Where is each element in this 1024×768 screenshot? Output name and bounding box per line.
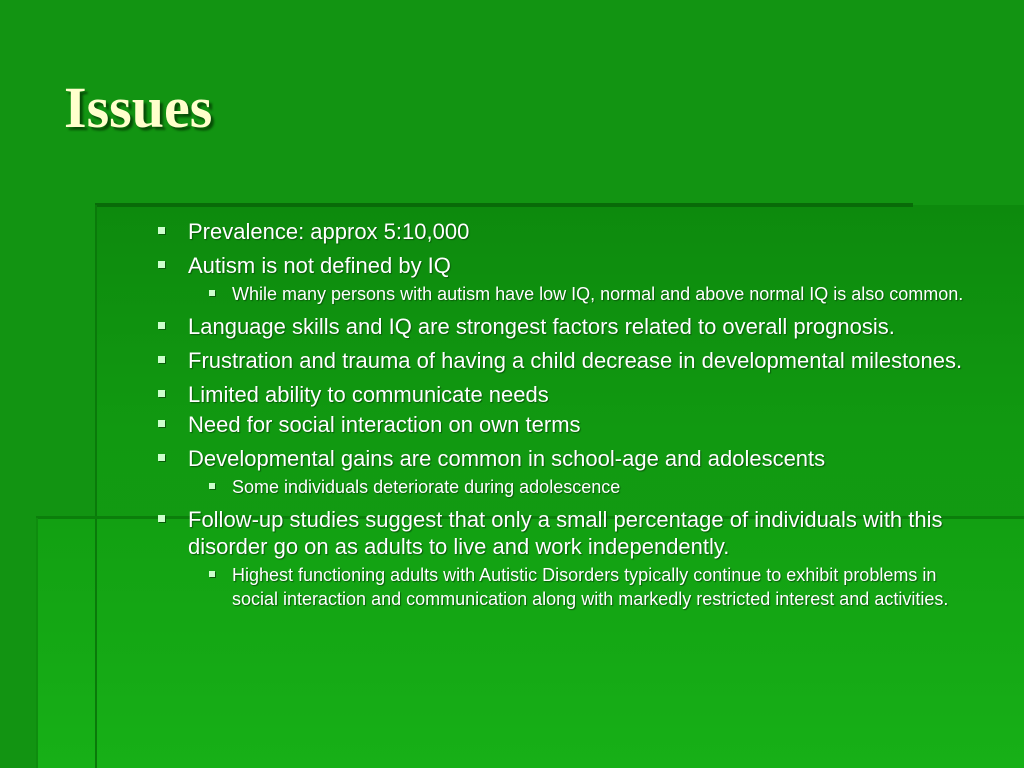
sub-bullet-list [188, 282, 977, 306]
bullet-text: Limited ability to communicate needs [188, 382, 549, 407]
decorative-rule-top [95, 203, 913, 207]
bullet-text: Language skills and IQ are strongest factors related to overall prognosis. [188, 314, 895, 339]
bullet-item [157, 506, 977, 611]
bullet-text: Frustration and trauma of having a child decrease in developmental milestones. [188, 348, 963, 373]
square-bullet-icon [158, 356, 165, 363]
bullet-item [157, 313, 977, 340]
bullet-item [157, 381, 977, 408]
bullet-text: Follow-up studies suggest that only a small percentage of individuals with this disorder go on as adults to live and work independently. [188, 507, 943, 559]
square-bullet-icon [158, 454, 165, 461]
sub-bullet-text: Some individuals deteriorate during adolescence [232, 477, 621, 497]
square-bullet-icon [158, 261, 165, 268]
bullet-list [157, 218, 977, 618]
square-sub-bullet-icon [209, 571, 215, 577]
square-bullet-icon [158, 420, 165, 427]
bullet-text: Developmental gains are common in school-age and adolescents [188, 446, 826, 471]
bullet-item [157, 411, 977, 438]
slide-title: Issues [64, 75, 213, 140]
square-bullet-icon [158, 227, 165, 234]
bullet-item [157, 445, 977, 499]
sub-bullet-item [188, 563, 977, 611]
sub-bullet-item [188, 475, 977, 499]
square-bullet-icon [158, 515, 165, 522]
square-sub-bullet-icon [209, 483, 215, 489]
sub-bullet-text: Highest functioning adults with Autistic Disorders typically continue to exhibit problems in social interaction and communication along with markedly restricted interest and activities. [232, 565, 949, 609]
decorative-rule-middle-left [36, 518, 38, 768]
bullet-text: Prevalence: approx 5:10,000 [188, 219, 470, 244]
bullet-item [157, 218, 977, 245]
bullet-item [157, 252, 977, 306]
sub-bullet-item [188, 282, 977, 306]
bullet-text: Autism is not defined by IQ [188, 253, 451, 278]
sub-bullet-text: While many persons with autism have low IQ, normal and above normal IQ is also common. [232, 284, 964, 304]
sub-bullet-list [188, 563, 977, 611]
square-bullet-icon [158, 390, 165, 397]
sub-bullet-list [188, 475, 977, 499]
bullet-text: Need for social interaction on own terms [188, 412, 581, 437]
square-bullet-icon [158, 322, 165, 329]
decorative-rule-left [95, 205, 97, 768]
bullet-item [157, 347, 977, 374]
square-sub-bullet-icon [209, 290, 215, 296]
